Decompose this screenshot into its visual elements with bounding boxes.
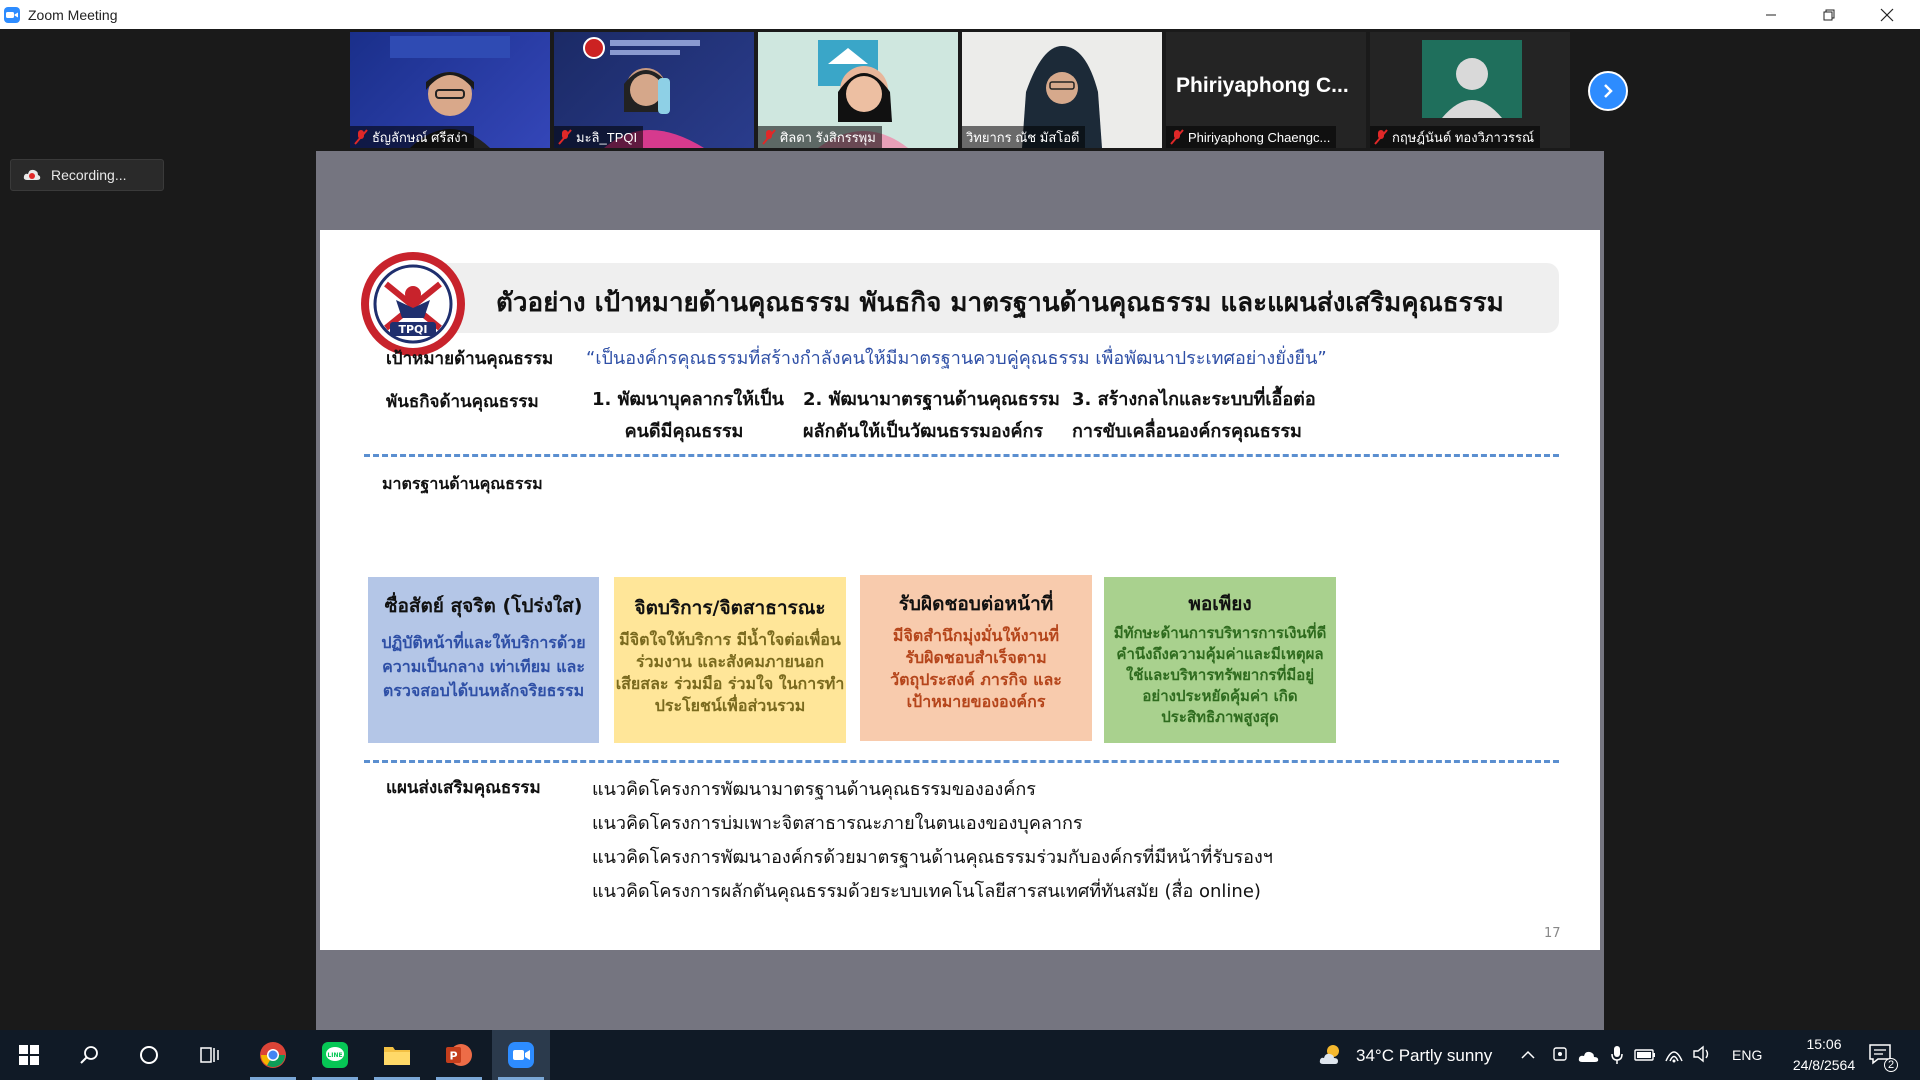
standard-card: พอเพียง มีทักษะด้านการบริหารการเงินที่ดี คำนึงถึงความคุ้มค่าและมีเหตุผล ใช้และบริหารทรัพยากรที่มีอยู่ อย่างประหยัดคุ้มค่า เกิด ประสิทธิภาพสูงสุด [1104, 577, 1336, 743]
presentation-slide [320, 230, 1600, 950]
participant-tile[interactable] [1166, 32, 1366, 148]
standard-card: จิตบริการ/จิตสาธารณะ มีจิตใจให้บริการ มีน้ำใจต่อเพื่อน ร่วมงาน และสังคมภายนอก เสียสละ ร่วมมือ ร่วมใจ ในการทำ ประโยชน์เพื่อส่วนรวม [614, 577, 846, 743]
next-page-button[interactable] [1588, 71, 1628, 111]
standard-card: รับผิดชอบต่อหน้าที่ มีจิตสำนึกมุ่งมั่นให้งานที่ รับผิดชอบสำเร็จตาม วัตถุประสงค์ ภารกิจ และ เป้าหมายขององค์กร [860, 575, 1092, 741]
zoom-icon[interactable] [492, 1030, 550, 1080]
participant-name: Phiriyaphong Chaengc... [1188, 129, 1331, 145]
svg-text:LINE: LINE [327, 1052, 343, 1059]
slide-title: ตัวอย่าง เป้าหมายด้านคุณธรรม พันธกิจ มาตรฐานด้านคุณธรรม และแผนส่งเสริมคุณธรรม [496, 288, 1504, 318]
participant-tile-active-speaker[interactable] [962, 32, 1162, 148]
participant-name: กฤษฎ์นันต์ ทองวิภาวรรณ์ [1392, 129, 1535, 145]
mic-muted-icon [558, 129, 572, 145]
participant-namebar [350, 126, 474, 148]
close-icon[interactable] [1858, 0, 1916, 29]
microphone-icon[interactable] [1610, 1045, 1624, 1069]
participant-name: มะลิ_TPQI [576, 129, 638, 145]
chevron-right-icon [1599, 82, 1617, 100]
participant-name: ศิลดา รังสิกรรพุม [780, 129, 876, 145]
cloud-recording-icon [23, 168, 41, 182]
participant-name: ธัญลักษณ์ ศรีสง่า [372, 129, 468, 145]
standards-label: มาตรฐานด้านคุณธรรม [382, 474, 543, 493]
minimize-icon[interactable] [1742, 0, 1800, 29]
shared-screen [316, 151, 1604, 1030]
windows-taskbar [0, 1030, 1920, 1080]
task-view-icon[interactable] [180, 1030, 238, 1080]
participant-tile[interactable] [1370, 32, 1570, 148]
clock-time[interactable]: 15:06 [1806, 1036, 1842, 1052]
wifi-icon[interactable] [1664, 1045, 1684, 1067]
chrome-icon[interactable] [244, 1030, 302, 1080]
participant-namebar [962, 126, 1085, 148]
participant-namebar [758, 126, 882, 148]
clock-date[interactable]: 24/8/2564 [1792, 1057, 1856, 1073]
mic-muted-icon [1374, 129, 1388, 145]
window-title: Zoom Meeting [28, 6, 118, 23]
mission-item: 2. พัฒนามาตรฐานด้านคุณธรรม ผลักดันให้เป็นวัฒนธรรมองค์กร [803, 389, 1060, 442]
chevron-up-icon[interactable] [1520, 1047, 1536, 1067]
svg-text:P: P [449, 1049, 458, 1063]
participant-namebar [1370, 126, 1540, 148]
zoom-app-icon [4, 7, 20, 23]
vision-text: “เป็นองค์กรคุณธรรมที่สร้างกำลังคนให้มีมาตรฐานควบคู่คุณธรรม เพื่อพัฒนาประเทศอย่างยั่งยืน” [586, 348, 1327, 369]
recording-label: Recording... [51, 167, 127, 183]
mic-muted-icon [354, 129, 368, 145]
divider [364, 454, 1559, 457]
tpqi-logo [358, 250, 468, 358]
plan-item: แนวคิดโครงการบ่มเพาะจิตสาธารณะภายในตนเองของบุคลากร [592, 813, 1083, 834]
participant-display-name: Phiriyaphong C... [1176, 74, 1349, 97]
user-avatar-icon [1437, 52, 1507, 118]
weather-icon[interactable] [1318, 1042, 1344, 1072]
cortana-icon[interactable] [120, 1030, 178, 1080]
notification-count-badge: 2 [1884, 1058, 1898, 1072]
volume-icon[interactable] [1692, 1045, 1712, 1067]
participant-namebar [1166, 126, 1336, 148]
plan-item: แนวคิดโครงการผลักดันคุณธรรมด้วยระบบเทคโนโลยีสารสนเทศที่ทันสมัย (สื่อ online) [592, 881, 1261, 902]
standard-card: ซื่อสัตย์ สุจริต (โปร่งใส) ปฏิบัติหน้าที่และให้บริการด้วย ความเป็นกลาง เท่าเทียม และ ตรวจสอบได้บนหลักจริยธรรม [368, 577, 599, 743]
onedrive-cloud-icon[interactable] [1578, 1048, 1600, 1067]
weather-text[interactable]: 34°C Partly sunny [1356, 1046, 1493, 1065]
powerpoint-icon[interactable] [430, 1030, 488, 1080]
avatar [1422, 40, 1522, 118]
participant-tile[interactable] [350, 32, 550, 148]
battery-icon[interactable] [1634, 1047, 1656, 1066]
plan-item: แนวคิดโครงการพัฒนาองค์กรด้วยมาตรฐานด้านคุณธรรมร่วมกับองค์กรที่มีหน้าที่รับรองฯ [592, 847, 1273, 868]
windows-start-icon[interactable] [0, 1030, 58, 1080]
restore-icon[interactable] [1800, 0, 1858, 29]
divider [364, 760, 1559, 763]
participant-namebar [554, 126, 643, 148]
slide-page-number: 17 [1544, 926, 1561, 941]
participant-tile[interactable] [554, 32, 754, 148]
mic-muted-icon [1170, 129, 1184, 145]
search-icon[interactable] [60, 1030, 118, 1080]
mission-label: พันธกิจด้านคุณธรรม [386, 392, 539, 412]
svg-text:TPQI: TPQI [398, 323, 428, 336]
participant-name: วิทยากร ณัช มัสโอดี [966, 129, 1080, 145]
participant-tile[interactable] [758, 32, 958, 148]
vision-label: เป้าหมายด้านคุณธรรม [386, 349, 554, 369]
mission-item: 1. พัฒนาบุคลากรให้เป็น คนดีมีคุณธรรม [592, 389, 784, 442]
plan-label: แผนส่งเสริมคุณธรรม [386, 778, 541, 798]
window-titlebar [0, 0, 1920, 29]
file-explorer-icon[interactable] [368, 1030, 426, 1080]
language-indicator[interactable]: ENG [1732, 1047, 1763, 1063]
line-icon[interactable] [306, 1030, 364, 1080]
recording-indicator[interactable] [10, 159, 164, 191]
mic-muted-icon [762, 129, 776, 145]
plan-item: แนวคิดโครงการพัฒนามาตรฐานด้านคุณธรรมขององค์กร [592, 779, 1036, 800]
mission-item: 3. สร้างกลไกและระบบที่เอื้อต่อ การขับเคลื่อนองค์กรคุณธรรม [1072, 389, 1316, 442]
meet-now-icon[interactable] [1552, 1046, 1568, 1068]
meeting-area [0, 29, 1920, 1030]
